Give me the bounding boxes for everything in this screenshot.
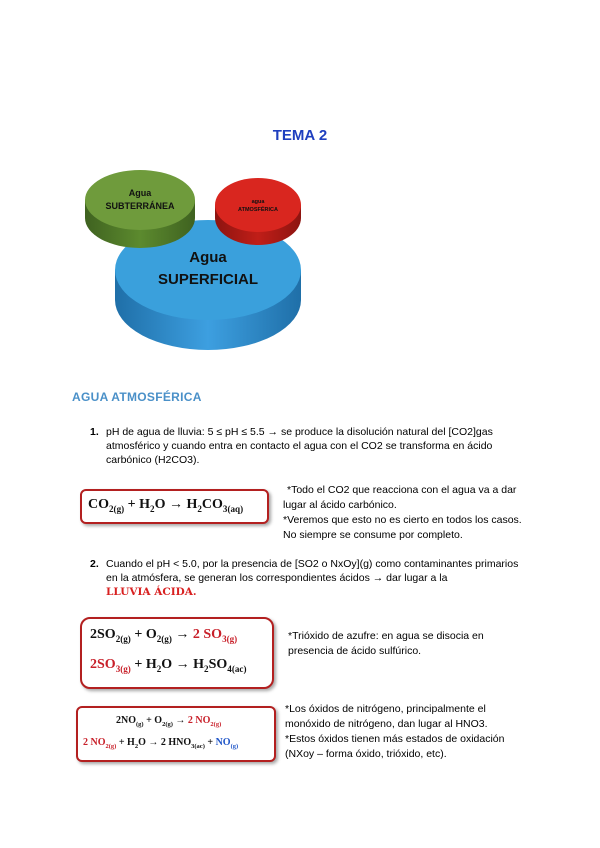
equation-box-so2 xyxy=(80,617,274,689)
list-number: 2. xyxy=(90,558,99,570)
note-line: *Estos óxidos tienen más estados de oxidación (NXoy – forma óxido, trióxido, etc). xyxy=(285,733,505,760)
list-text: pH de agua de lluvia: 5 ≤ pH ≤ 5.5 → se produce la disolución natural del [CO2]gas atmosférico y cuando entra en contacto el agua con el CO2 se transforma en ácido carbónico (H2CO3). xyxy=(106,426,493,466)
note-line: *Veremos que esto no es cierto en todos los casos. No siempre se consume por completo. xyxy=(283,514,522,541)
red-label-2: ATMOSFÉRICA xyxy=(238,207,278,213)
equation-co2: $CO_{2(g)} + H_2O \to H_2CO_{3(aq)}$ xyxy=(88,497,244,514)
equation-box-co2 xyxy=(80,489,269,524)
red-label-1: agua xyxy=(251,199,265,205)
equation-box-no2 xyxy=(76,706,276,762)
equation-no2-line-1: $2NO_{(g)} + O_{2(g)} \to 2$ $NO_{2(g)}$ xyxy=(116,715,222,728)
list-item-2 xyxy=(84,557,524,599)
green-label-1: Agua xyxy=(128,188,152,198)
section-heading: AGUA ATMOSFÉRICA xyxy=(72,390,202,404)
equation-no2-line-2: 2 $NO_{2(g)} + H_2O \to 2$ $HNO_{3(ac)} + NO_{(g)}$ xyxy=(83,737,239,750)
lluvia-acida-label: LLUVIA ÁCIDA. xyxy=(106,586,197,598)
note-line: *Todo el CO2 que reacciona con el agua va a dar lugar al ácido carbónico. xyxy=(283,484,517,511)
equation-so2-line-2: $2SO_{3(g)} + H_2O \to H_2SO_{4(ac)}$ xyxy=(90,657,247,674)
list-text: Cuando el pH < 5.0, por la presencia de [SO2 o NxOy](g) como contaminantes primarios en la atmósfera, se generan los correspondientes ácidos → dar lugar a la LLUVIA ÁCIDA. xyxy=(106,557,524,599)
list-number: 1. xyxy=(90,426,99,438)
page-title: TEMA 2 xyxy=(272,127,328,144)
note-line: *Los óxidos de nitrógeno, principalmente el monóxido de nitrógeno, dan lugar al HNO3. xyxy=(285,703,488,730)
note-nox xyxy=(285,702,525,762)
note-so3: *Trióxido de azufre: en agua se disocia en presencia de ácido sulfúrico. xyxy=(288,630,484,657)
green-label-2: SUBTERRÁNEA xyxy=(105,201,175,211)
blue-label-2: SUPERFICIAL xyxy=(157,271,259,288)
water-types-diagram xyxy=(80,160,320,365)
blue-label-1: Agua xyxy=(189,249,227,266)
list-item-1 xyxy=(84,425,524,467)
note-co2 xyxy=(283,483,533,543)
equation-so2-line-1: $2SO_{2(g)} + O_{2(g)} \to 2$ $SO_{3(g)}$ xyxy=(90,627,238,644)
